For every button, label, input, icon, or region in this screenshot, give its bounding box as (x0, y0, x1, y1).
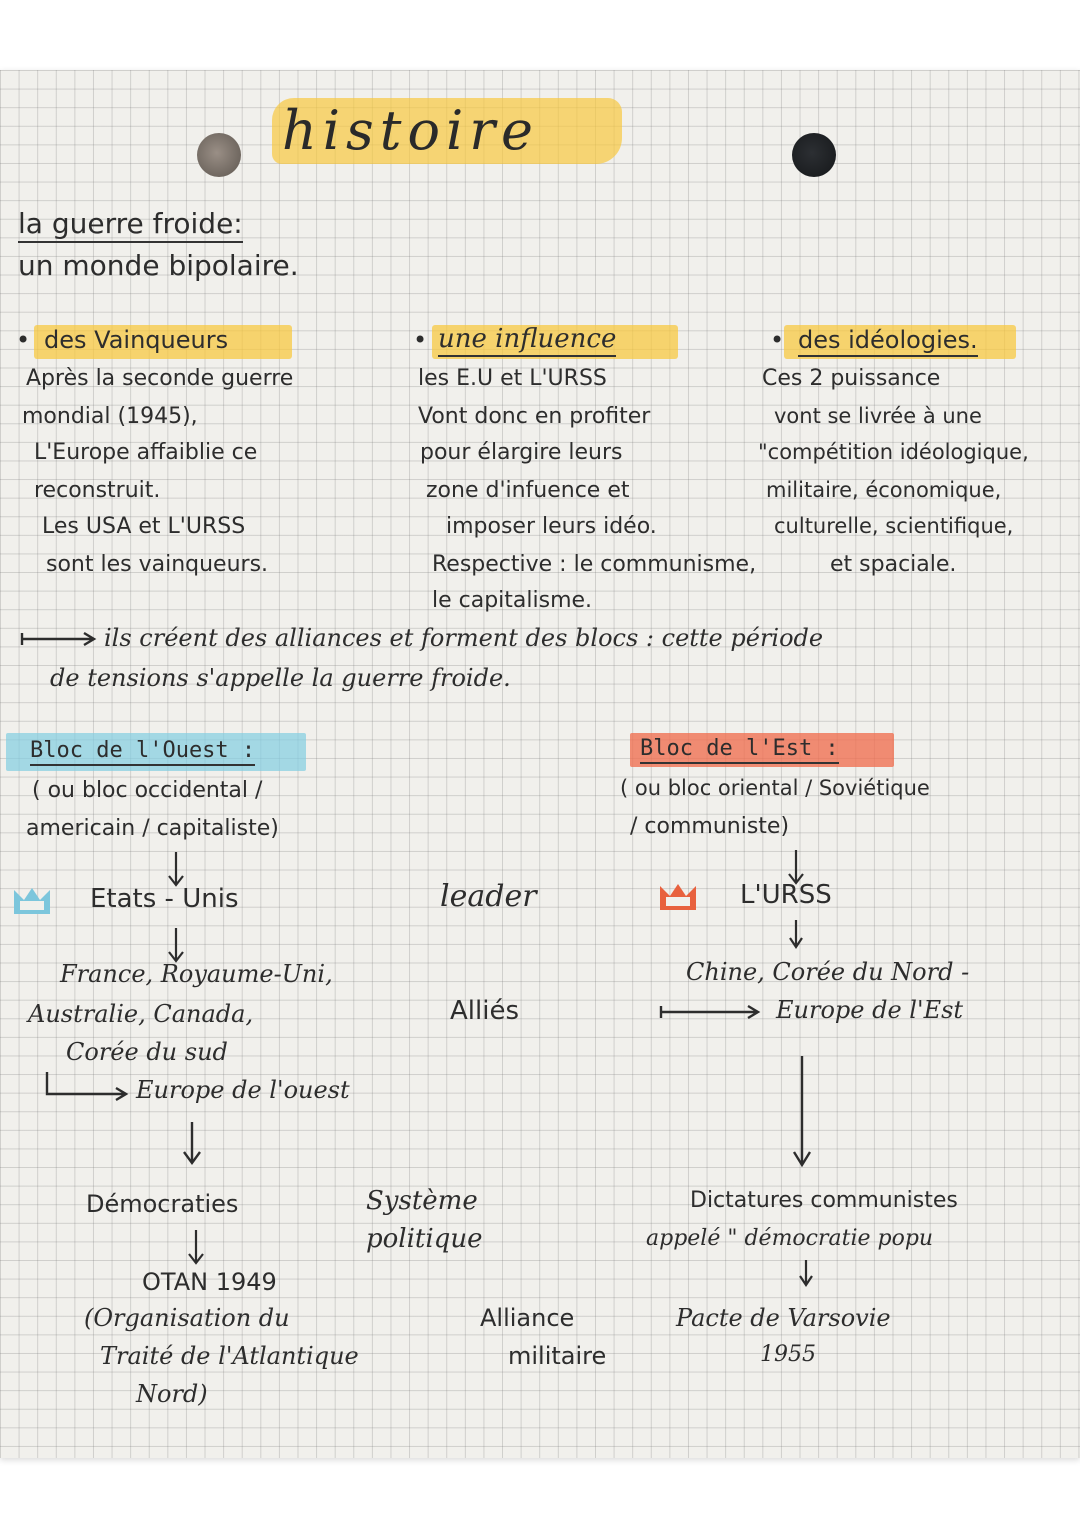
east-system-2: appelé " démocratie popu (646, 1226, 934, 1251)
west-leader: Etats - Unis (90, 884, 239, 914)
east-allies-arrow (658, 1004, 768, 1024)
vainqueurs-line-1: Après la seconde guerre (26, 366, 294, 391)
east-sub-1: ( ou bloc oriental / Soviétique (620, 776, 930, 800)
influence-line-4: zone d'infuence et (426, 478, 630, 503)
ideologies-line-1: Ces 2 puissance (762, 366, 941, 391)
heading-line1: la guerre froide: (18, 210, 243, 238)
influence-line-7: le capitalisme. (432, 588, 593, 613)
conclusion-arrow (20, 631, 100, 651)
west-alliance-4: Nord) (136, 1380, 208, 1408)
east-leader: L'URSS (740, 880, 832, 910)
ideologies-line-6: et spaciale. (830, 552, 957, 577)
ideologies-title: des idéologies. (798, 328, 978, 352)
ideologies-line-5: culturelle, scientifique, (774, 514, 1014, 538)
vainqueurs-title: des Vainqueurs (44, 326, 229, 354)
influence-line-5: imposer leurs idéo. (446, 514, 657, 539)
heading-line2: un monde bipolaire. (18, 249, 299, 282)
west-system: Démocraties (86, 1190, 239, 1218)
east-sub-2: / communiste) (630, 814, 790, 839)
influence-bullet: • (413, 326, 428, 354)
west-title: Bloc de l'Ouest : (30, 740, 255, 762)
influence-line-3: pour élargire leurs (420, 440, 623, 465)
middle-system-2: politique (366, 1224, 483, 1254)
west-alliance-2: (Organisation du (84, 1304, 290, 1332)
influence-title: une influence (438, 326, 616, 352)
influence-line-6: Respective : le communisme, (432, 552, 757, 577)
west-allies-2: Australie, Canada, (28, 1000, 254, 1028)
vainqueurs-line-4: reconstruit. (34, 478, 161, 503)
conclusion-line-1: ils créent des alliances et forment des blocs : cette période (104, 624, 824, 652)
west-alliance-3: Traité de l'Atlantique (100, 1342, 359, 1370)
east-crown-icon (656, 880, 700, 914)
west-sub-1: ( ou bloc occidental / (32, 778, 263, 803)
east-alliance-1: Pacte de Varsovie (676, 1304, 891, 1332)
vainqueurs-bullet: • (16, 326, 31, 354)
punch-hole-right (792, 133, 836, 177)
east-arrow-4 (796, 1258, 816, 1292)
west-crown-icon (10, 884, 54, 918)
notebook-page (0, 70, 1080, 1458)
middle-alliance-1: Alliance (480, 1304, 575, 1332)
middle-alliance-2: militaire (508, 1342, 607, 1370)
influence-line-1: les E.U et L'URSS (418, 366, 607, 391)
west-arrow-3 (180, 1120, 204, 1166)
vainqueurs-line-6: sont les vainqueurs. (46, 552, 269, 577)
east-title: Bloc de l'Est : (640, 738, 839, 760)
west-allies-arrow (44, 1070, 134, 1100)
east-allies-1: Chine, Corée du Nord - (686, 958, 970, 986)
middle-system-1: Système (366, 1186, 478, 1216)
east-arrow-3 (790, 1054, 814, 1170)
ideologies-bullet: • (770, 326, 785, 354)
west-allies-4: Europe de l'ouest (136, 1076, 350, 1104)
page-title: histoire (282, 99, 540, 162)
vainqueurs-line-2: mondial (1945), (22, 404, 198, 429)
ideologies-line-3: "compétition idéologique, (758, 440, 1029, 464)
punch-hole-left (197, 133, 241, 177)
east-alliance-2: 1955 (760, 1342, 816, 1367)
east-allies-2: Europe de l'Est (776, 996, 964, 1024)
vainqueurs-line-3: L'Europe affaiblie ce (34, 440, 258, 465)
influence-line-2: Vont donc en profiter (418, 404, 651, 429)
west-alliance-1: OTAN 1949 (142, 1268, 277, 1296)
west-arrow-4 (186, 1228, 206, 1268)
west-allies-3: Corée du sud (66, 1038, 228, 1066)
ideologies-line-2: vont se livrée à une (774, 404, 982, 428)
middle-leader: leader (440, 879, 537, 914)
west-sub-2: americain / capitaliste) (26, 816, 279, 841)
ideologies-line-4: militaire, économique, (766, 478, 1002, 502)
conclusion-line-2: de tensions s'appelle la guerre froide. (50, 664, 511, 692)
east-arrow-2 (786, 918, 806, 958)
vainqueurs-line-5: Les USA et L'URSS (42, 514, 246, 539)
east-system-1: Dictatures communistes (690, 1188, 958, 1213)
west-allies-1: France, Royaume-Uni, (60, 960, 333, 988)
middle-allies: Alliés (450, 996, 519, 1026)
